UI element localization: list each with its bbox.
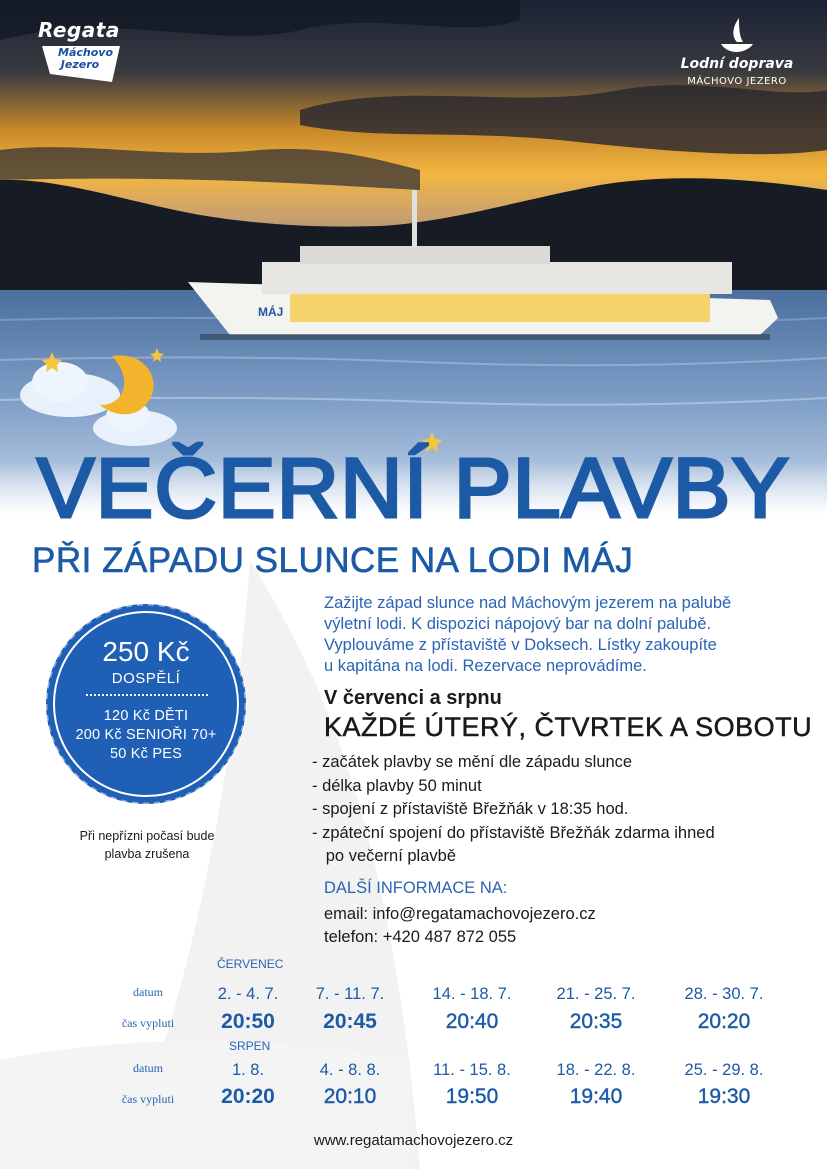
schedule-date: 11. - 15. 8. [433,1061,511,1079]
schedule-date: 14. - 18. 7. [432,985,512,1003]
regata-logo-sub-line2: Jezero [60,58,100,71]
schedule-month: SRPEN [229,1039,271,1053]
intro-line: výletní lodi. K dispozici nápojový bar na dolní palubě. [324,615,712,633]
weather-note-line: Při nepřízni počasí bude [79,829,215,843]
price-adult: 250 Kč [102,636,190,667]
contact-block [324,903,596,949]
schedule-date: 25. - 29. 8. [684,1061,764,1079]
lodni-logo-sub: MÁCHOVO JEZERO [687,76,787,87]
bullet-item: - začátek plavby se mění dle západu slunce [312,753,633,771]
schedule-date: 21. - 25. 7. [556,985,636,1003]
sailing-days: KAŽDÉ ÚTERÝ, ČTVRTEK A SOBOTU [324,712,813,742]
lodni-logo-word: Lodní doprava [680,56,794,72]
price-senior: 200 Kč SENIOŘI 70+ [75,727,217,743]
lodni-doprava-logo [672,16,802,96]
regata-logo-sub [58,46,114,71]
schedule-row-label-date: datum [133,985,163,999]
schedule-date: 4. - 8. 8. [319,1061,381,1079]
schedule-time: 19:50 [445,1085,499,1108]
regata-logo [34,16,126,88]
website-url[interactable]: www.regatamachovojezero.cz [313,1132,514,1149]
weather-note-line: plavba zrušena [104,847,190,861]
price-child: 120 Kč DĚTI [103,708,189,724]
schedule-date: 28. - 30. 7. [684,985,764,1003]
schedule-time: 19:30 [697,1085,751,1108]
bullet-item: po večerní plavbě [312,847,457,865]
price-dog: 50 Kč PES [110,746,182,762]
page-title: VEČERNÍ PLAVBY [36,441,791,535]
intro-line: Vyplouváme z přístaviště v Doksech. Lístky zakoupíte [324,636,717,654]
page-subtitle: PŘI ZÁPADU SLUNCE NA LODI MÁJ [32,541,634,580]
schedule-time: 19:40 [569,1085,623,1108]
more-info-heading: DALŠÍ INFORMACE NA: [324,879,508,897]
bullet-item: - délka plavby 50 minut [312,776,482,795]
schedule-time: 20:35 [569,1010,623,1033]
regata-logo-sub-line1: Máchovo [58,46,114,59]
price-badge [44,602,248,806]
season-heading: V červenci a srpnu [324,687,502,709]
schedule-date: 18. - 22. 8. [556,1061,636,1079]
schedule-month: ČERVENEC [217,957,284,971]
schedule-date: 2. - 4. 7. [217,985,279,1003]
schedule-time: 20:45 [323,1010,377,1033]
contact-email[interactable]: email: info@regatamachovojezero.cz [324,905,596,923]
intro-paragraph [324,593,804,677]
schedule-row-label-date: datum [133,1061,163,1075]
schedule-time: 20:40 [445,1010,499,1033]
schedule-time: 20:10 [323,1085,377,1108]
schedule-time: 20:20 [221,1085,275,1108]
bullet-item: - zpáteční spojení do přístaviště Břežňák zdarma ihned [312,823,715,842]
schedule-time: 20:20 [697,1010,751,1033]
price-divider [86,694,208,696]
weather-note [68,827,226,863]
boat-logo-icon [717,16,757,54]
price-adult-label: DOSPĚLÍ [111,670,181,687]
intro-line: Zažijte západ slunce nad Máchovým jezerem na palubě [324,594,732,612]
schedule-date: 7. - 11. 7. [315,985,385,1003]
info-bullets [312,751,715,869]
schedule-row-label-time: čas vypluti [121,1092,175,1106]
schedule-row-label-time: čas vypluti [121,1016,175,1030]
contact-phone[interactable]: telefon: +420 487 872 055 [324,928,517,946]
price-badge-seal [44,602,248,806]
schedule-time: 20:50 [221,1010,275,1033]
regata-logo-word: Regata [38,18,120,42]
schedule-date: 1. 8. [231,1061,265,1079]
intro-line: u kapitána na lodi. Rezervace neprovádíme. [324,657,647,675]
svg-text:MÁJ: MÁJ [258,305,284,319]
bullet-item: - spojení z přístaviště Břežňák v 18:35 hod. [312,800,629,818]
